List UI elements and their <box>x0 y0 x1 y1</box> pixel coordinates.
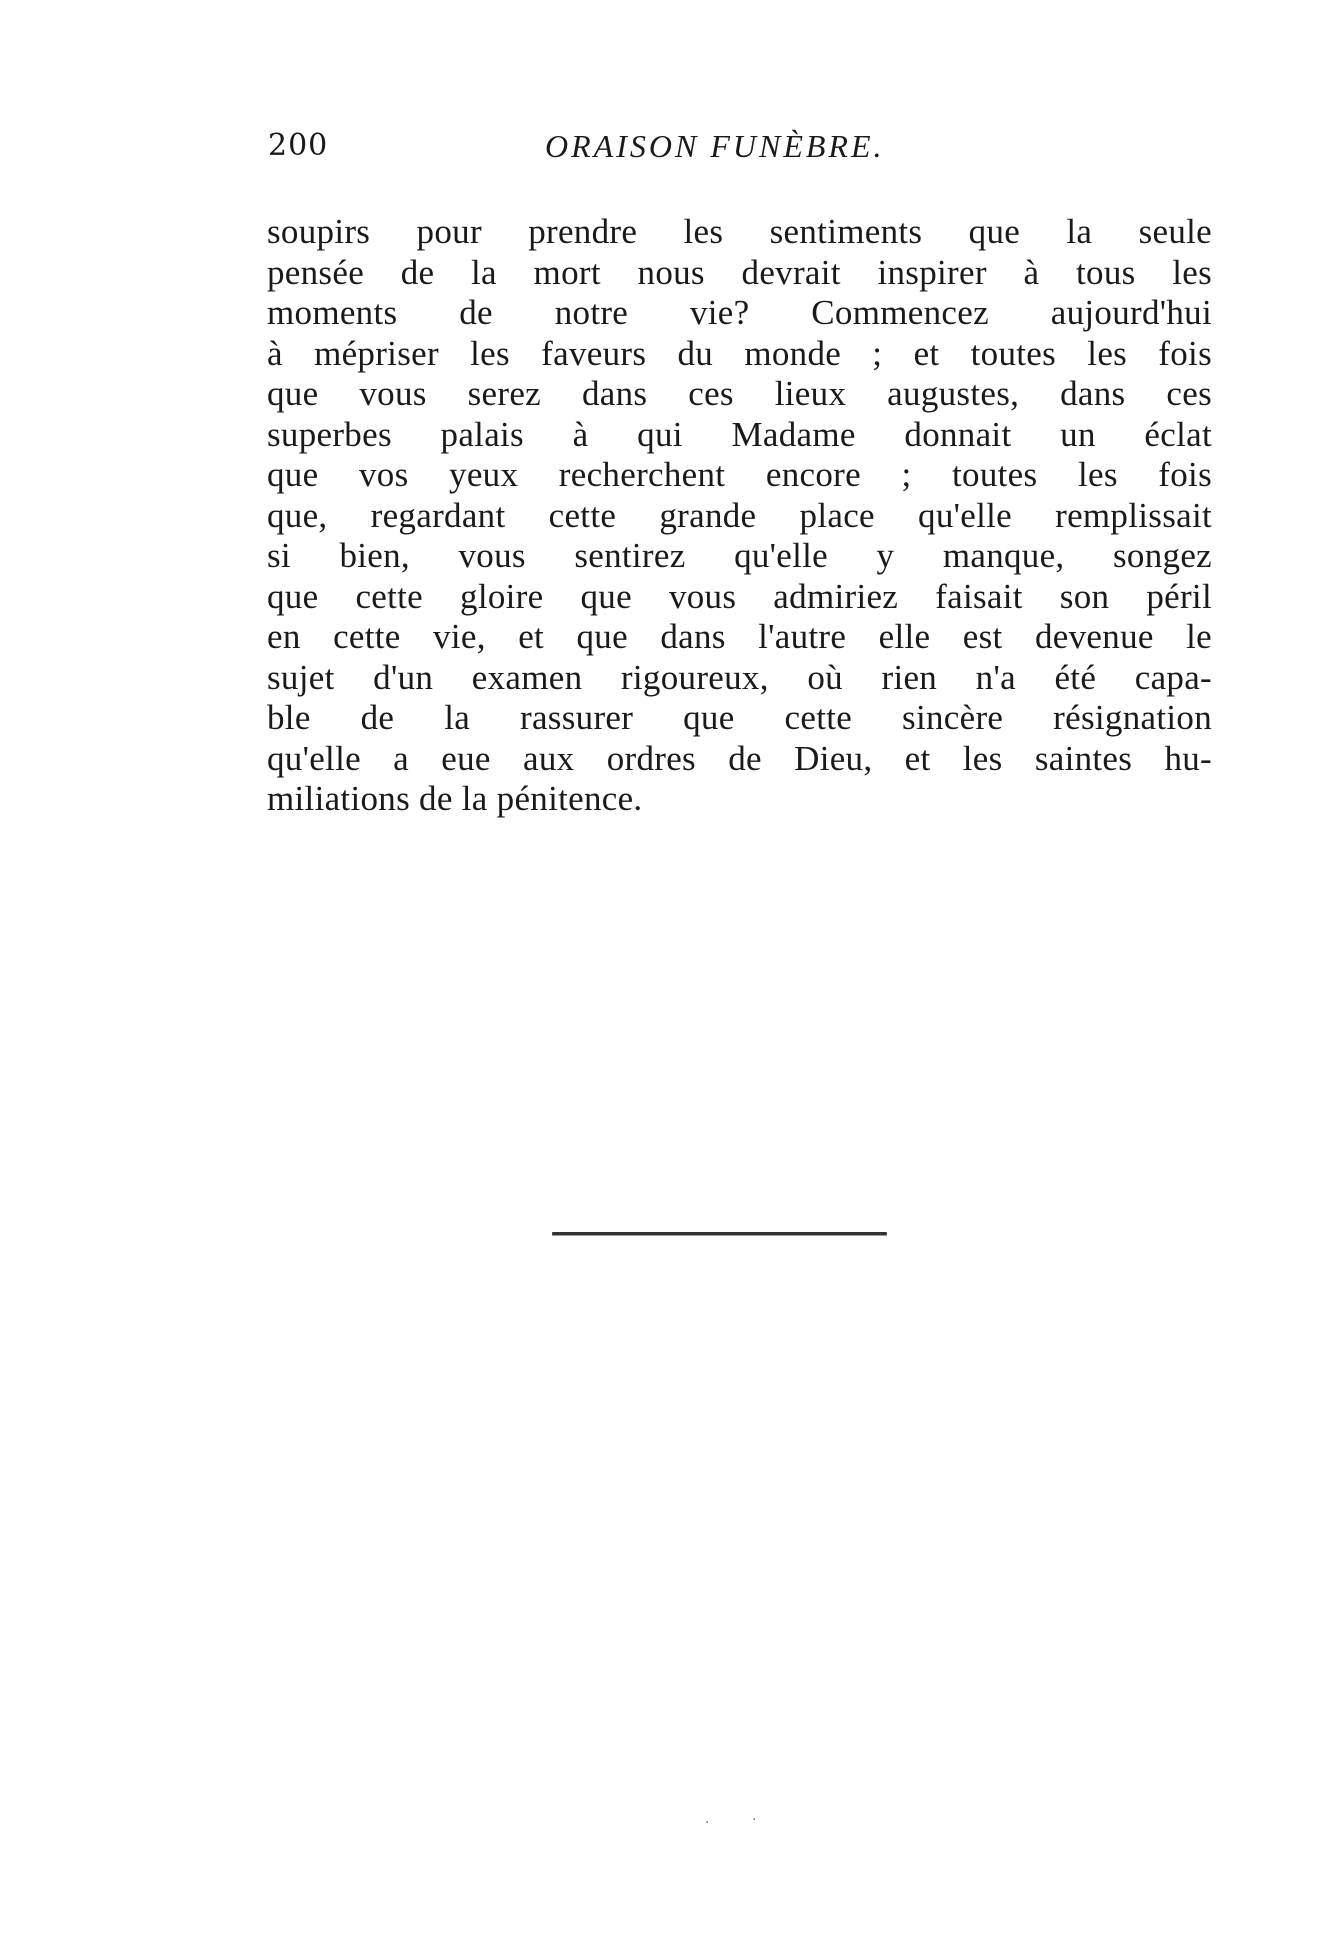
end-ornament-rule <box>552 1232 887 1235</box>
text-line: qu'elle a eue aux ordres de Dieu, et les saintes hu- <box>267 738 1212 778</box>
text-line: que vous serez dans ces lieux augustes, dans ces <box>267 374 1212 413</box>
text-line: moments de notre vie? Commencez aujourd'hui <box>267 293 1212 332</box>
text-line: si bien, vous sentirez qu'elle y manque, songez <box>267 536 1212 575</box>
text-line: superbes palais à qui Madame donnait un éclat <box>267 414 1212 454</box>
running-title: ORAISON FUNÈBRE. <box>545 128 885 164</box>
text-line: soupirs pour prendre les sentiments que la seule <box>267 212 1212 251</box>
text-line: en cette vie, et que dans l'autre elle est devenue le <box>267 617 1212 656</box>
text-line: ble de la rassurer que cette sincère résignation <box>267 698 1212 737</box>
text-line: que, regardant cette grande place qu'elle remplissait <box>267 495 1212 535</box>
page-number: 200 <box>268 128 329 163</box>
text-line: sujet d'un examen rigoureux, où rien n'a été capa- <box>267 657 1212 697</box>
print-speck: · <box>752 1812 757 1828</box>
body-paragraph <box>267 212 1212 820</box>
text-line: pensée de la mort nous devrait inspirer à tous les <box>267 252 1212 292</box>
page-header <box>268 128 1208 168</box>
text-line: miliations de la pénitence. <box>267 779 643 818</box>
print-speck: · <box>705 1815 710 1831</box>
text-line: que cette gloire que vous admiriez faisait son péril <box>267 576 1212 616</box>
text-line: à mépriser les faveurs du monde ; et toutes les fois <box>267 333 1212 373</box>
text-line: que vos yeux recherchent encore ; toutes les fois <box>267 455 1212 494</box>
